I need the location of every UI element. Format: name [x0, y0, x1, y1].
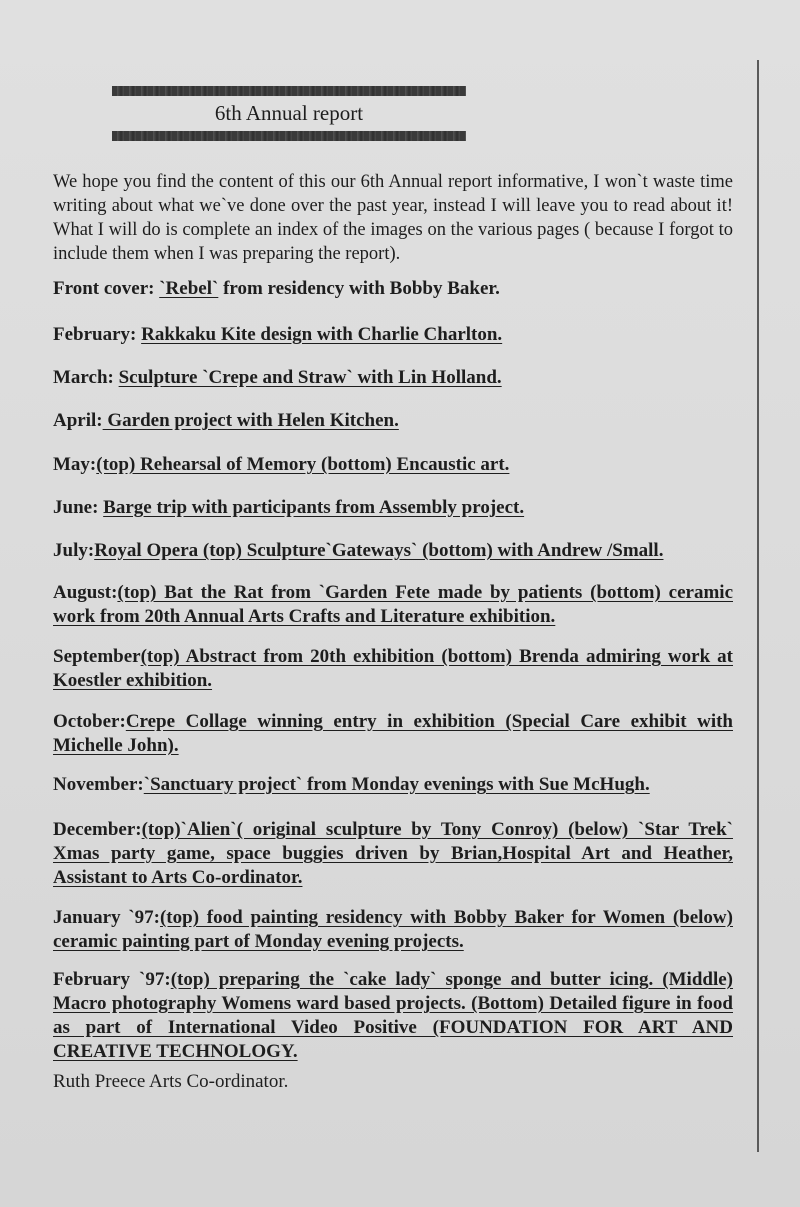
entry-desc: `Sanctuary project` from Monday evenings with Sue McHugh. — [143, 774, 650, 795]
entry-label: March: — [53, 367, 114, 388]
entry-desc: Rakkaku Kite design with Charlie Charlton. — [141, 324, 503, 345]
entry-label: September — [53, 646, 141, 667]
entry-desc: Garden project with Helen Kitchen. — [102, 410, 399, 431]
entry-october — [53, 710, 733, 758]
entry-desc: (top) preparing the `cake lady` sponge and butter icing. (Middle) Macro photography Womens ward based projects. (Bottom) Detailed figure in food as part of International Video Positive (FOUNDATION FOR ART AND CREATIVE TECHNOLOGY. — [53, 969, 734, 1062]
entry-label: October: — [53, 711, 126, 732]
entry-august — [53, 581, 733, 629]
entry-desc: (top) Rehearsal of Memory (bottom) Encaustic art. — [96, 454, 510, 475]
entry-desc: Barge trip with participants from Assembly project. — [103, 497, 525, 518]
entry-february — [53, 323, 733, 347]
margin-rule — [757, 60, 759, 1152]
entry-july — [53, 539, 733, 563]
entry-label: November: — [53, 774, 144, 795]
entry-desc: (top)`Alien`( original sculpture by Tony Conroy) (below) `Star Trek` Xmas party game, space buggies driven by Brian,Hospital Art and Heather, Assistant to Arts Co-ordinator. — [53, 819, 733, 888]
entry-desc: `Rebel` — [159, 278, 219, 299]
entry-rest: from residency with Bobby Baker. — [218, 278, 500, 299]
entry-label: January `97: — [53, 907, 160, 928]
entry-label: February `97: — [53, 969, 171, 990]
entry-desc: Sculpture `Crepe and Straw` with Lin Holland. — [118, 367, 502, 388]
entry-desc: (top) food painting residency with Bobby Baker for Women (below) ceramic painting part of Monday evening projects. — [53, 907, 733, 952]
entry-desc: (top) Abstract from 20th exhibition (bottom) Brenda admiring work at Koestler exhibition. — [53, 646, 733, 691]
entry-label: Front cover: — [53, 278, 155, 299]
entry-label: February: — [53, 324, 137, 345]
report-title: 6th Annual report — [214, 101, 364, 125]
entry-label: June: — [53, 497, 99, 518]
entry-january-97 — [53, 906, 733, 954]
entry-label: December: — [53, 819, 142, 840]
entry-label: July: — [53, 540, 95, 561]
entry-june — [53, 496, 733, 520]
entry-desc: Royal Opera (top) Sculpture`Gateways` (bottom) with Andrew /Small. — [94, 540, 664, 561]
entry-november — [53, 773, 733, 797]
entry-may — [53, 453, 733, 477]
entry-february-97 — [53, 968, 733, 1064]
entry-front-cover — [53, 277, 733, 301]
entry-desc: (top) Bat the Rat from `Garden Fete made by patients (bottom) ceramic work from 20th Annual Arts Crafts and Literature exhibition. — [53, 582, 733, 627]
title-band-bottom — [112, 131, 466, 141]
title-band-top — [112, 86, 466, 96]
entry-september — [53, 645, 733, 693]
entry-desc: Crepe Collage winning entry in exhibition (Special Care exhibit with Michelle John). — [53, 711, 733, 756]
entry-label: August: — [53, 582, 118, 603]
intro-paragraph: We hope you find the content of this our 6th Annual report informative, I won`t waste time writing about what we`ve done over the past year, instead I will leave you to read about it! What I will do is complete an index of the images on the various pages ( because I forgot to include them when I was preparing the report). — [53, 172, 733, 264]
entry-label: April: — [53, 410, 103, 431]
signoff: Ruth Preece Arts Co-ordinator. — [53, 1071, 289, 1092]
entry-april — [53, 409, 733, 433]
entry-label: May: — [53, 454, 97, 475]
entry-march — [53, 366, 733, 390]
entry-december — [53, 818, 733, 890]
